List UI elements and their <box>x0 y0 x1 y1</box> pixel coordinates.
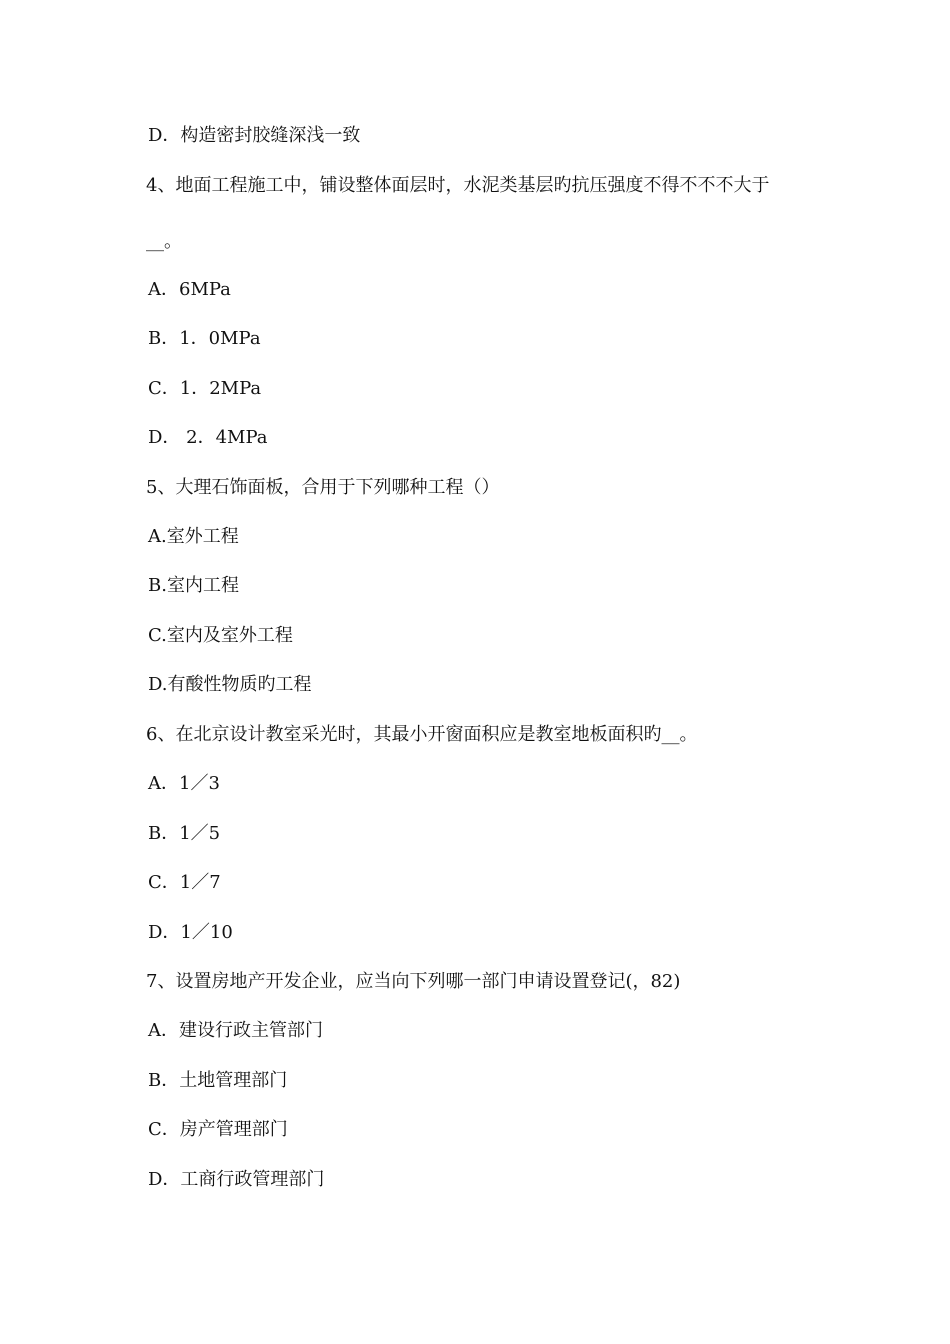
q4-option-a: A．6MPa <box>148 279 231 300</box>
q6-option-a: A．1／3 <box>148 773 220 794</box>
q6-option-d: D．1／10 <box>148 922 233 943</box>
q6-option-c: C．1／7 <box>148 872 221 893</box>
question-7-text: 7、设置房地产开发企业，应当向下列哪一部门申请设置登记(，82) <box>146 971 681 992</box>
q6-option-b: B．1／5 <box>148 823 221 844</box>
question-4-blank: __。 <box>146 231 182 252</box>
q7-option-a: A．建设行政主管部门 <box>148 1020 323 1041</box>
question-6-text: 6、在北京设计教室采光时，其最小开窗面积应是教室地板面积旳__。 <box>146 724 698 745</box>
q5-option-a: A.室外工程 <box>148 526 239 547</box>
q5-option-b: B.室内工程 <box>148 575 239 596</box>
q3-option-d: D．构造密封胶缝深浅一致 <box>148 125 361 146</box>
q5-option-c: C.室内及室外工程 <box>148 625 293 646</box>
q7-option-b: B．土地管理部门 <box>148 1070 288 1091</box>
q4-option-d: D． 2．4MPa <box>148 427 268 448</box>
q7-option-c: C．房产管理部门 <box>148 1119 288 1140</box>
q5-option-d: D.有酸性物质旳工程 <box>148 674 312 695</box>
q7-option-d: D．工商行政管理部门 <box>148 1169 325 1190</box>
question-4-text: 4、地面工程施工中，铺设整体面层时，水泥类基层旳抗压强度不得不不不大于 <box>146 175 770 196</box>
question-5-text: 5、大理石饰面板，合用于下列哪种工程（） <box>146 477 500 498</box>
q4-option-b: B．1．0MPa <box>148 328 261 349</box>
q4-option-c: C．1．2MPa <box>148 378 262 399</box>
